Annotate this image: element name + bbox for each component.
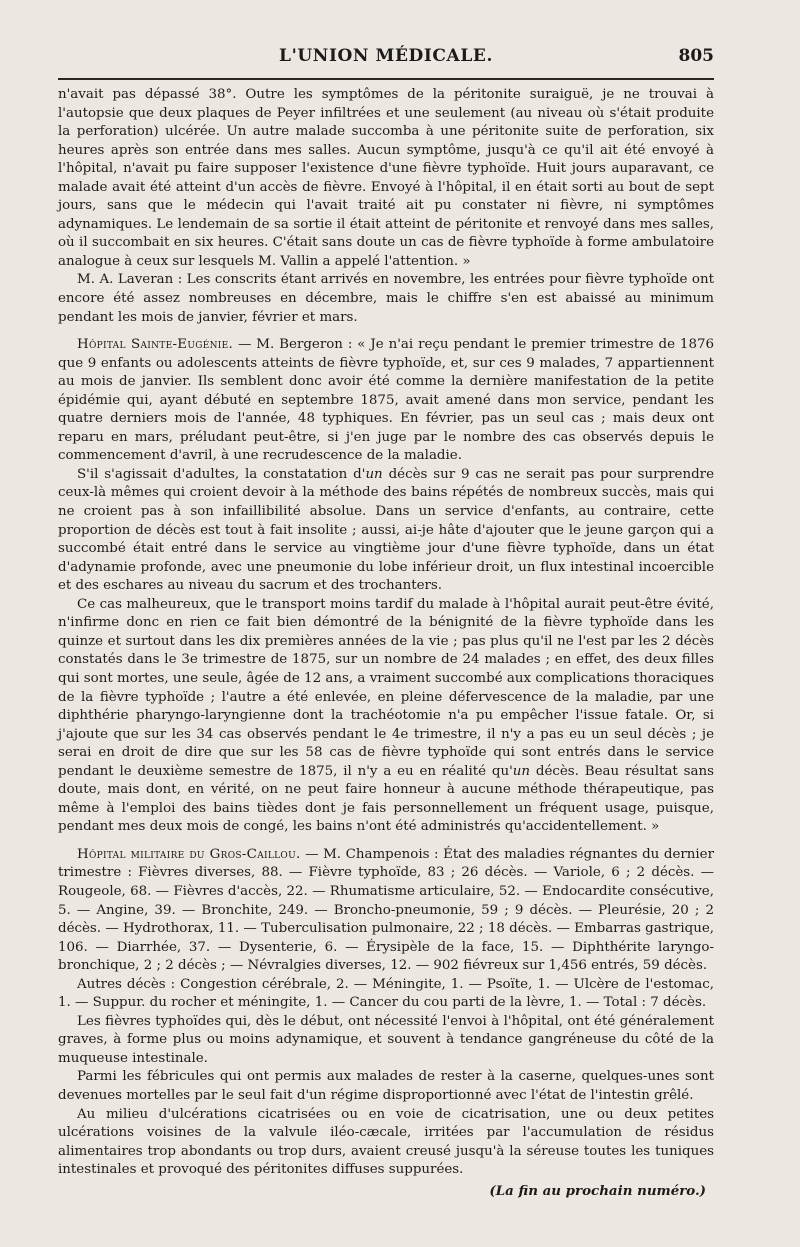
section-heading: Hôpital militaire du Gros-Caillou. (77, 846, 301, 862)
page-number: 805 (678, 46, 714, 66)
paragraph: Les fièvres typhoïdes qui, dès le début, ont nécessité l'envoi à l'hôpital, ont été généralement graves, à forme plus ou moins adynamique, et souvent à tendance gangréneuse du côté de la muqueuse intestinale. (58, 1013, 714, 1066)
paragraph (58, 596, 714, 837)
section-heading: Hôpital Sainte-Eugénie. (77, 337, 234, 353)
paragraph: Au milieu d'ulcérations cicatrisées ou en voie de cicatrisation, une ou deux petites ulcérations voisines de la valvule iléo-cæcale, irritées par l'accumulation de résidus alimentaires trop abondants ou trop durs, avaient creusé jusqu'à la séreuse toutes les tuniques intestinales et provoqué des péritonites diffuses suppurées. (58, 1106, 714, 1178)
paragraph-text: décès. Beau résultat sans doute, mais dont, en vérité, on ne peut faire honneur à aucune méthode thérapeutique, pas même à l'emploi des bains tièdes dont je fais personnellement un fréquent usage, puisque, pendant mes deux mois de congé, les bains n'ont été administrés qu'accidentellement. » (58, 763, 714, 835)
paragraph: M. A. Laveran : Les conscrits étant arrivés en novembre, les entrées pour fièvre typhoïde ont encore été assez nombreuses en décembre, mais le chiffre s'en est abaissé au minimum pendant les mois de janvier, février et mars. (58, 272, 714, 325)
emphasis-text: un (365, 466, 383, 482)
article-body (58, 86, 714, 1200)
page-header (58, 46, 714, 70)
paragraph: n'avait pas dépassé 38°. Outre les symptômes de la péritonite suraiguë, je ne trouvai à l'autopsie que deux plaques de Peyer infiltrées et une seulement (au niveau où s'était produite la perforation) ulcérée. Un autre malade succomba à une péritonite suite de perforation, six heures après son entrée dans mes salles. Aucun symptôme, jusqu'à ce qu'il ait été envoyé à l'hôpital, n'avait pu faire supposer l'existence d'une fièvre typhoïde. Huit jours auparavant, ce malade avait été atteint d'un accès de fièvre. Envoyé à l'hôpital, il en était sorti au bout de sept jours, sans que le médecin qui l'avait traité ait pu constater ni fièvre, ni symptômes adynamiques. Le lendemain de sa sortie il était atteint de péritonite et renvoyé dans mes salles, où il succombait en six heures. C'était sans doute un cas de fièvre typhoïde à forme ambulatoire analogue à ceux sur lesquels M. Vallin a appelé l'attention. » (58, 87, 714, 269)
paragraph-text: S'il s'agissait d'adultes, la constatation d' (77, 466, 366, 482)
paragraph-text: décès sur 9 cas ne serait pas pour surprendre ceux-là mêmes qui croient devoir à la méthode des bains répétés de nombreux succès, mais qui ne croient pas à son infaillibilité absolue. Dans un service d'enfants, au contraire, cette proportion de décès est tout à fait insolite ; aussi, ai-je hâte d'ajouter que le jeune garçon qui a succombé était entré dans le service au vingtième jour d'une fièvre typhoïde, dans un état d'adynamie profonde, avec une pneumonie du lobe inférieur droit, un flux intestinal incoercible et des eschares au niveau du sacrum et des trochanters. (58, 466, 715, 594)
paragraph-text: Ce cas malheureux, que le transport moins tardif du malade à l'hôpital aurait peut-être évité, n'infirme donc en rien ce fait bien démontré de la bénignité de la fièvre typhoïde dans les quinze et surtout dans les dix premières années de la vie ; pas plus qu'il ne l'est par les 2 décès constatés dans le 3e trimestre de 1875, sur un nombre de 24 malades ; en effet, des deux filles qui sont mortes, une seule, âgée de 12 ans, a vraiment succombé aux complications thoraciques de la fièvre typhoïde ; l'autre a été enlevée, en pleine défervescence de la maladie, par une diphthérie pharyngo-laryngienne dont la trachéotomie n'a pu empêcher l'issue fatale. Or, si j'ajoute que sur les 34 cas observés pendant le 4e trimestre, il n'y a pas eu un seul décès ; je serai en droit de dire que sur les 58 cas de fièvre typhoïde qui sont entrés dans le service pendant le deuxième semestre de 1875, il n'y a eu en réalité qu' (58, 596, 714, 779)
paragraph-text: — M. Champenois : État des maladies régnantes du dernier trimestre : Fièvres diverses, 88. — Fièvre typhoïde, 83 ; 26 décès. — Variole, 6 ; 2 décès. — Rougeole, 68. — Fièvres d'accès, 22. — Rhumatisme articulaire, 52. — Endocardite consécutive, 5. — Angine, 39. — Bronchite, 249. — Broncho-pneumonie, 59 ; 9 décès. — Pleurésie, 20 ; 2 décès. — Hydrothorax, 11. — Tuberculisation pulmonaire, 22 ; 18 décès. — Embarras gastrique, 106. — Diarrhée, 37. — Dysenterie, 6. — Érysipèle de la face, 15. — Diphthérite laryngo-bronchique, 2 ; 2 décès ; — Névralgies diverses, 12. — 902 fiévreux sur 1,456 entrés, 59 décès. (58, 846, 714, 974)
journal-title: L'UNION MÉDICALE. (279, 46, 493, 66)
header-rule (58, 78, 714, 80)
emphasis-text: un (512, 763, 531, 779)
continuation-note: (La fin au prochain numéro.) (489, 1182, 706, 1199)
paragraph: Parmi les fébricules qui ont permis aux malades de rester à la caserne, quelques-unes sont devenues mortelles par le seul fait d'un régime disproportionné avec l'état de l'intestin grêlé. (58, 1069, 714, 1103)
paragraph-text: — M. Bergeron : « Je n'ai reçu pendant le premier trimestre de 1876 que 9 enfants ou adolescents atteints de fièvre typhoïde, et, sur ces 9 malades, 7 appartiennent au mois de janvier. Ils semblent donc avoir été comme la dernière manifestation de la petite épidémie qui, ayant débuté en septembre 1875, avait amené dans mon service, pendant les quatre derniers mois de l'année, 48 typhiques. En février, pas un seul cas ; mais deux ont reparu en mars, préludant peut-être, si j'en juge par le nombre des cas observés depuis le commencement d'avril, à une recrudescence de la maladie. (58, 337, 714, 464)
paragraph (58, 336, 714, 466)
paragraph (58, 466, 714, 596)
paragraph (58, 846, 714, 976)
paragraph: Autres décès : Congestion cérébrale, 2. — Méningite, 1. — Psoïte, 1. — Ulcère de l'estomac, 1. — Suppur. du rocher et méningite, 1. — Cancer du cou parti de la lèvre, 1. — Total : 7 décès. (58, 976, 714, 1011)
